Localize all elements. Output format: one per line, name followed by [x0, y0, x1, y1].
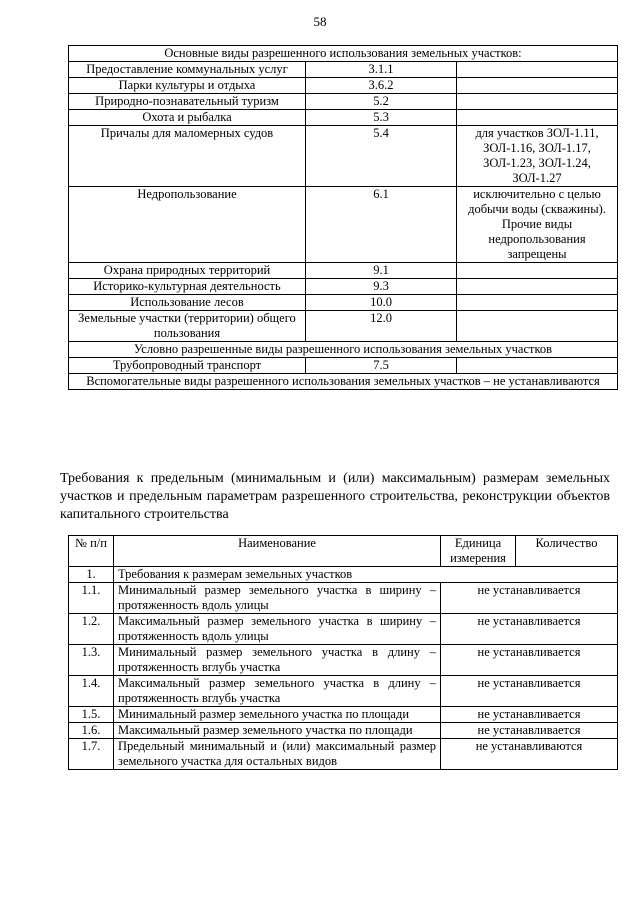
land-use-row	[69, 94, 618, 110]
header-unit: Единица измерения	[441, 536, 516, 567]
auxiliary-uses-header: Вспомогательные виды разрешенного использования земельных участков – не устанавливаются	[69, 374, 618, 390]
land-use-row	[69, 126, 618, 187]
section-title: Требования к размерам земельных участков	[114, 567, 618, 583]
use-name: Предоставление коммунальных услуг	[69, 62, 306, 78]
row-name: Максимальный размер земельного участка по площади	[114, 723, 441, 739]
requirements-table	[68, 535, 618, 770]
use-note	[457, 263, 618, 279]
use-note	[457, 279, 618, 295]
land-use-row	[69, 295, 618, 311]
row-value: не устанавливается	[441, 676, 618, 707]
use-note: исключительно с целью добычи воды (скважины). Прочие виды недропользования запрещены	[457, 187, 618, 263]
row-num: 1.6.	[69, 723, 114, 739]
row-value: не устанавливается	[441, 583, 618, 614]
row-name: Максимальный размер земельного участка в длину – протяженность вглубь участка	[114, 676, 441, 707]
use-name: Историко-культурная деятельность	[69, 279, 306, 295]
land-use-row	[69, 78, 618, 94]
main-uses-header-row	[69, 46, 618, 62]
row-num: 1.1.	[69, 583, 114, 614]
header-name: Наименование	[114, 536, 441, 567]
use-name: Причалы для маломерных судов	[69, 126, 306, 187]
use-note	[457, 295, 618, 311]
row-num: 1.2.	[69, 614, 114, 645]
row-name: Минимальный размер земельного участка по площади	[114, 707, 441, 723]
use-code: 5.3	[306, 110, 457, 126]
land-use-row	[69, 358, 618, 374]
auxiliary-uses-header-row	[69, 374, 618, 390]
row-num: 1.7.	[69, 739, 114, 770]
header-num: № п/п	[69, 536, 114, 567]
row-name: Предельный минимальный и (или) максимальный размер земельного участка для остальных видов	[114, 739, 441, 770]
use-name: Природно-познавательный туризм	[69, 94, 306, 110]
table-row	[69, 676, 618, 707]
use-note	[457, 311, 618, 342]
use-note	[457, 78, 618, 94]
use-code: 9.3	[306, 279, 457, 295]
row-name: Максимальный размер земельного участка в ширину – протяженность вдоль улицы	[114, 614, 441, 645]
row-value: не устанавливается	[441, 614, 618, 645]
row-name: Минимальный размер земельного участка в длину – протяженность вглубь участка	[114, 645, 441, 676]
header-qty: Количество	[516, 536, 618, 567]
land-use-row	[69, 311, 618, 342]
table-row	[69, 739, 618, 770]
main-uses-header: Основные виды разрешенного использования земельных участков:	[69, 46, 618, 62]
row-num: 1.5.	[69, 707, 114, 723]
requirements-intro-paragraph: Требования к предельным (минимальным и (или) максимальным) размерам земельных участков и предельным параметрам разрешенного строительства, реконструкции объектов капитального строительства	[60, 471, 610, 522]
table-row	[69, 614, 618, 645]
table-row	[69, 707, 618, 723]
use-code: 9.1	[306, 263, 457, 279]
use-code: 7.5	[306, 358, 457, 374]
use-name: Недропользование	[69, 187, 306, 263]
use-code: 3.1.1	[306, 62, 457, 78]
page-number: 58	[313, 14, 327, 29]
use-name: Охрана природных территорий	[69, 263, 306, 279]
row-name: Минимальный размер земельного участка в ширину – протяженность вдоль улицы	[114, 583, 441, 614]
land-use-row	[69, 279, 618, 295]
land-use-row	[69, 263, 618, 279]
use-note	[457, 62, 618, 78]
row-value: не устанавливается	[441, 723, 618, 739]
use-code: 6.1	[306, 187, 457, 263]
conditional-uses-header-row	[69, 342, 618, 358]
use-code: 12.0	[306, 311, 457, 342]
use-code: 10.0	[306, 295, 457, 311]
land-use-table	[68, 45, 618, 390]
use-note: для участков ЗОЛ-1.11, ЗОЛ-1.16, ЗОЛ-1.17, ЗОЛ-1.23, ЗОЛ-1.24, ЗОЛ-1.27	[457, 126, 618, 187]
row-num: 1.3.	[69, 645, 114, 676]
use-note	[457, 358, 618, 374]
use-name: Трубопроводный транспорт	[69, 358, 306, 374]
land-use-row	[69, 187, 618, 263]
use-name: Охота и рыбалка	[69, 110, 306, 126]
row-value: не устанавливается	[441, 645, 618, 676]
use-code: 3.6.2	[306, 78, 457, 94]
use-note	[457, 94, 618, 110]
requirements-header-row	[69, 536, 618, 567]
land-use-row	[69, 110, 618, 126]
use-note	[457, 110, 618, 126]
use-name: Использование лесов	[69, 295, 306, 311]
use-code: 5.2	[306, 94, 457, 110]
table-row	[69, 723, 618, 739]
use-name: Парки культуры и отдыха	[69, 78, 306, 94]
row-value: не устанавливается	[441, 707, 618, 723]
land-use-row	[69, 62, 618, 78]
table-row	[69, 583, 618, 614]
use-code: 5.4	[306, 126, 457, 187]
table-row	[69, 645, 618, 676]
row-num: 1.4.	[69, 676, 114, 707]
section-num: 1.	[69, 567, 114, 583]
conditional-uses-header: Условно разрешенные виды разрешенного использования земельных участков	[69, 342, 618, 358]
section-row	[69, 567, 618, 583]
row-value: не устанавливаются	[441, 739, 618, 770]
use-name: Земельные участки (территории) общего пользования	[69, 311, 306, 342]
